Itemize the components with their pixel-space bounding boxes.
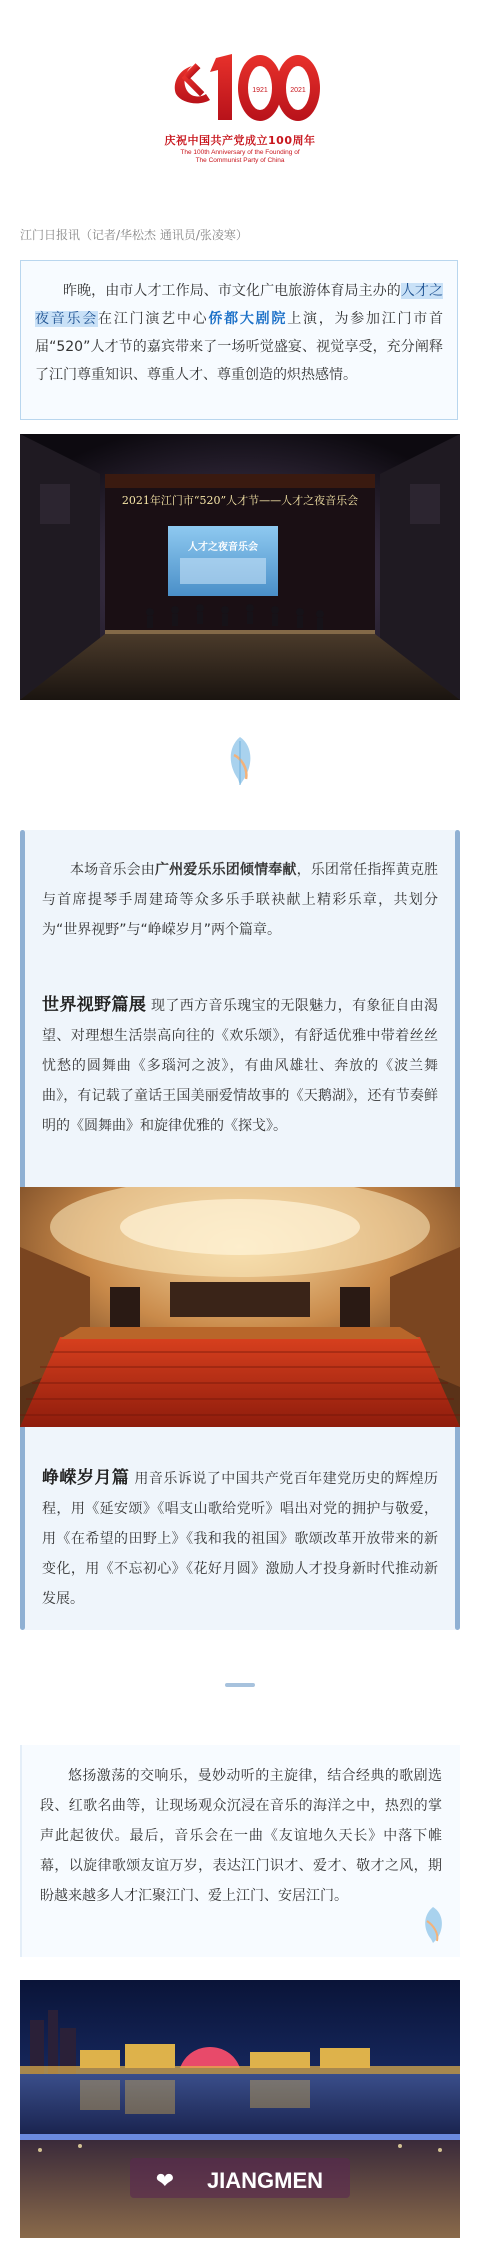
orchestra-paragraph bbox=[42, 855, 438, 945]
orchestra-text-2: ，乐团常任指挥黄克胜与首席提琴手周建琦等众多乐手联袂献上精彩乐章，共划分为“世界视野”与“峥嵘岁月”两个篇章。 bbox=[42, 862, 439, 938]
emblem-subtitle-line2: The Communist Party of China bbox=[195, 157, 285, 164]
glorious-years-heading: 峥嵘岁月篇 bbox=[42, 1468, 130, 1488]
outro-paragraph: 悠扬激荡的交响乐，曼妙动听的主旋律，结合经典的歌剧选段、红歌名曲等，让现场观众沉浸在音乐的海洋之中，热烈的掌声此起彼伏。最后，音乐会在一曲《友谊地久天长》中落下帷幕，以旋律歌颂友谊万岁，表达江门识才、爱才、敬才之风，期盼越来越多人才汇聚江门、爱上江门、安居江门。 bbox=[40, 1768, 442, 1904]
glorious-years-paragraph bbox=[42, 1463, 438, 1614]
orchestra-name: 广州爱乐乐团倾情奉献 bbox=[154, 862, 297, 878]
world-view-heading: 世界视野篇展 bbox=[42, 995, 147, 1015]
svg-text:1921: 1921 bbox=[252, 87, 268, 94]
world-view-paragraph bbox=[42, 990, 438, 1141]
intro-text-1: 昨晚，由市人才工作局、市文化广电旅游体育局主办的 bbox=[63, 283, 401, 299]
feather-ornament-icon bbox=[222, 735, 258, 787]
intro-box bbox=[20, 260, 458, 420]
stage-banner-text: 2021年江门市“520”人才节——人才之夜音乐会 bbox=[121, 494, 359, 507]
svg-text:2021: 2021 bbox=[290, 87, 306, 94]
section-divider bbox=[225, 1683, 255, 1687]
event-name-highlight: 人才之夜音乐会 bbox=[35, 283, 444, 327]
world-view-body: 现了西方音乐瑰宝的无限魅力，有象征自由渴望、对理想生活崇高向往的《欢乐颂》，有舒适优雅中带着丝丝忧愁的圆舞曲《多瑙河之波》，有曲风雄壮、奔放的《波兰舞曲》，有记载了童话王国美丽爱情故事的《天鹅湖》，还有节奏鲜明的《圆舞曲》和旋律优雅的《探戈》。 bbox=[42, 998, 439, 1134]
centenary-emblem bbox=[150, 50, 330, 170]
feather-ornament-icon bbox=[415, 1905, 451, 1945]
glorious-years-body: 用音乐诉说了中国共产党百年建党历史的辉煌历程，用《延安颂》《唱支山歌给党听》唱出对党的拥护与敬爱，用《在希望的田野上》《我和我的祖国》歌颂改革开放带来的新变化，用《不忘初心》《花好月圆》激励人才投身新时代推动新发展。 bbox=[42, 1471, 439, 1607]
hammer-sickle-icon bbox=[175, 63, 210, 103]
heart-icon: ❤ bbox=[155, 2169, 175, 2194]
concert-stage-photo bbox=[20, 434, 460, 700]
concert-hall-photo bbox=[20, 1187, 460, 1427]
emblem-title: 庆祝中国共产党成立100周年 bbox=[164, 134, 316, 147]
jiangmen-sign-text: JIANGMEN bbox=[206, 2168, 324, 2193]
jiangmen-night-photo bbox=[20, 1980, 460, 2238]
intro-paragraph bbox=[21, 261, 457, 405]
screen-text: 人才之夜音乐会 bbox=[188, 542, 258, 553]
article-byline: 江门日报讯（记者/华松杰 通讯员/张凌寒） bbox=[20, 228, 248, 242]
venue-name-highlight: 侨都大剧院 bbox=[208, 311, 288, 327]
emblem-subtitle-line1: The 100th Anniversary of the Founding of bbox=[180, 149, 300, 156]
centenary-logo-graphic bbox=[150, 50, 330, 140]
orchestra-text-1: 本场音乐会由 bbox=[70, 862, 155, 878]
outro-box bbox=[20, 1745, 460, 1957]
intro-text-2: 在江门演艺中心 bbox=[98, 311, 209, 327]
intro-text-3: 上演，为参加江门市首届“520”人才节的嘉宾带来了一场听觉盛宴、视觉享受，充分阐释了江门尊重知识、尊重人才、尊重创造的炽热感情。 bbox=[35, 311, 444, 383]
